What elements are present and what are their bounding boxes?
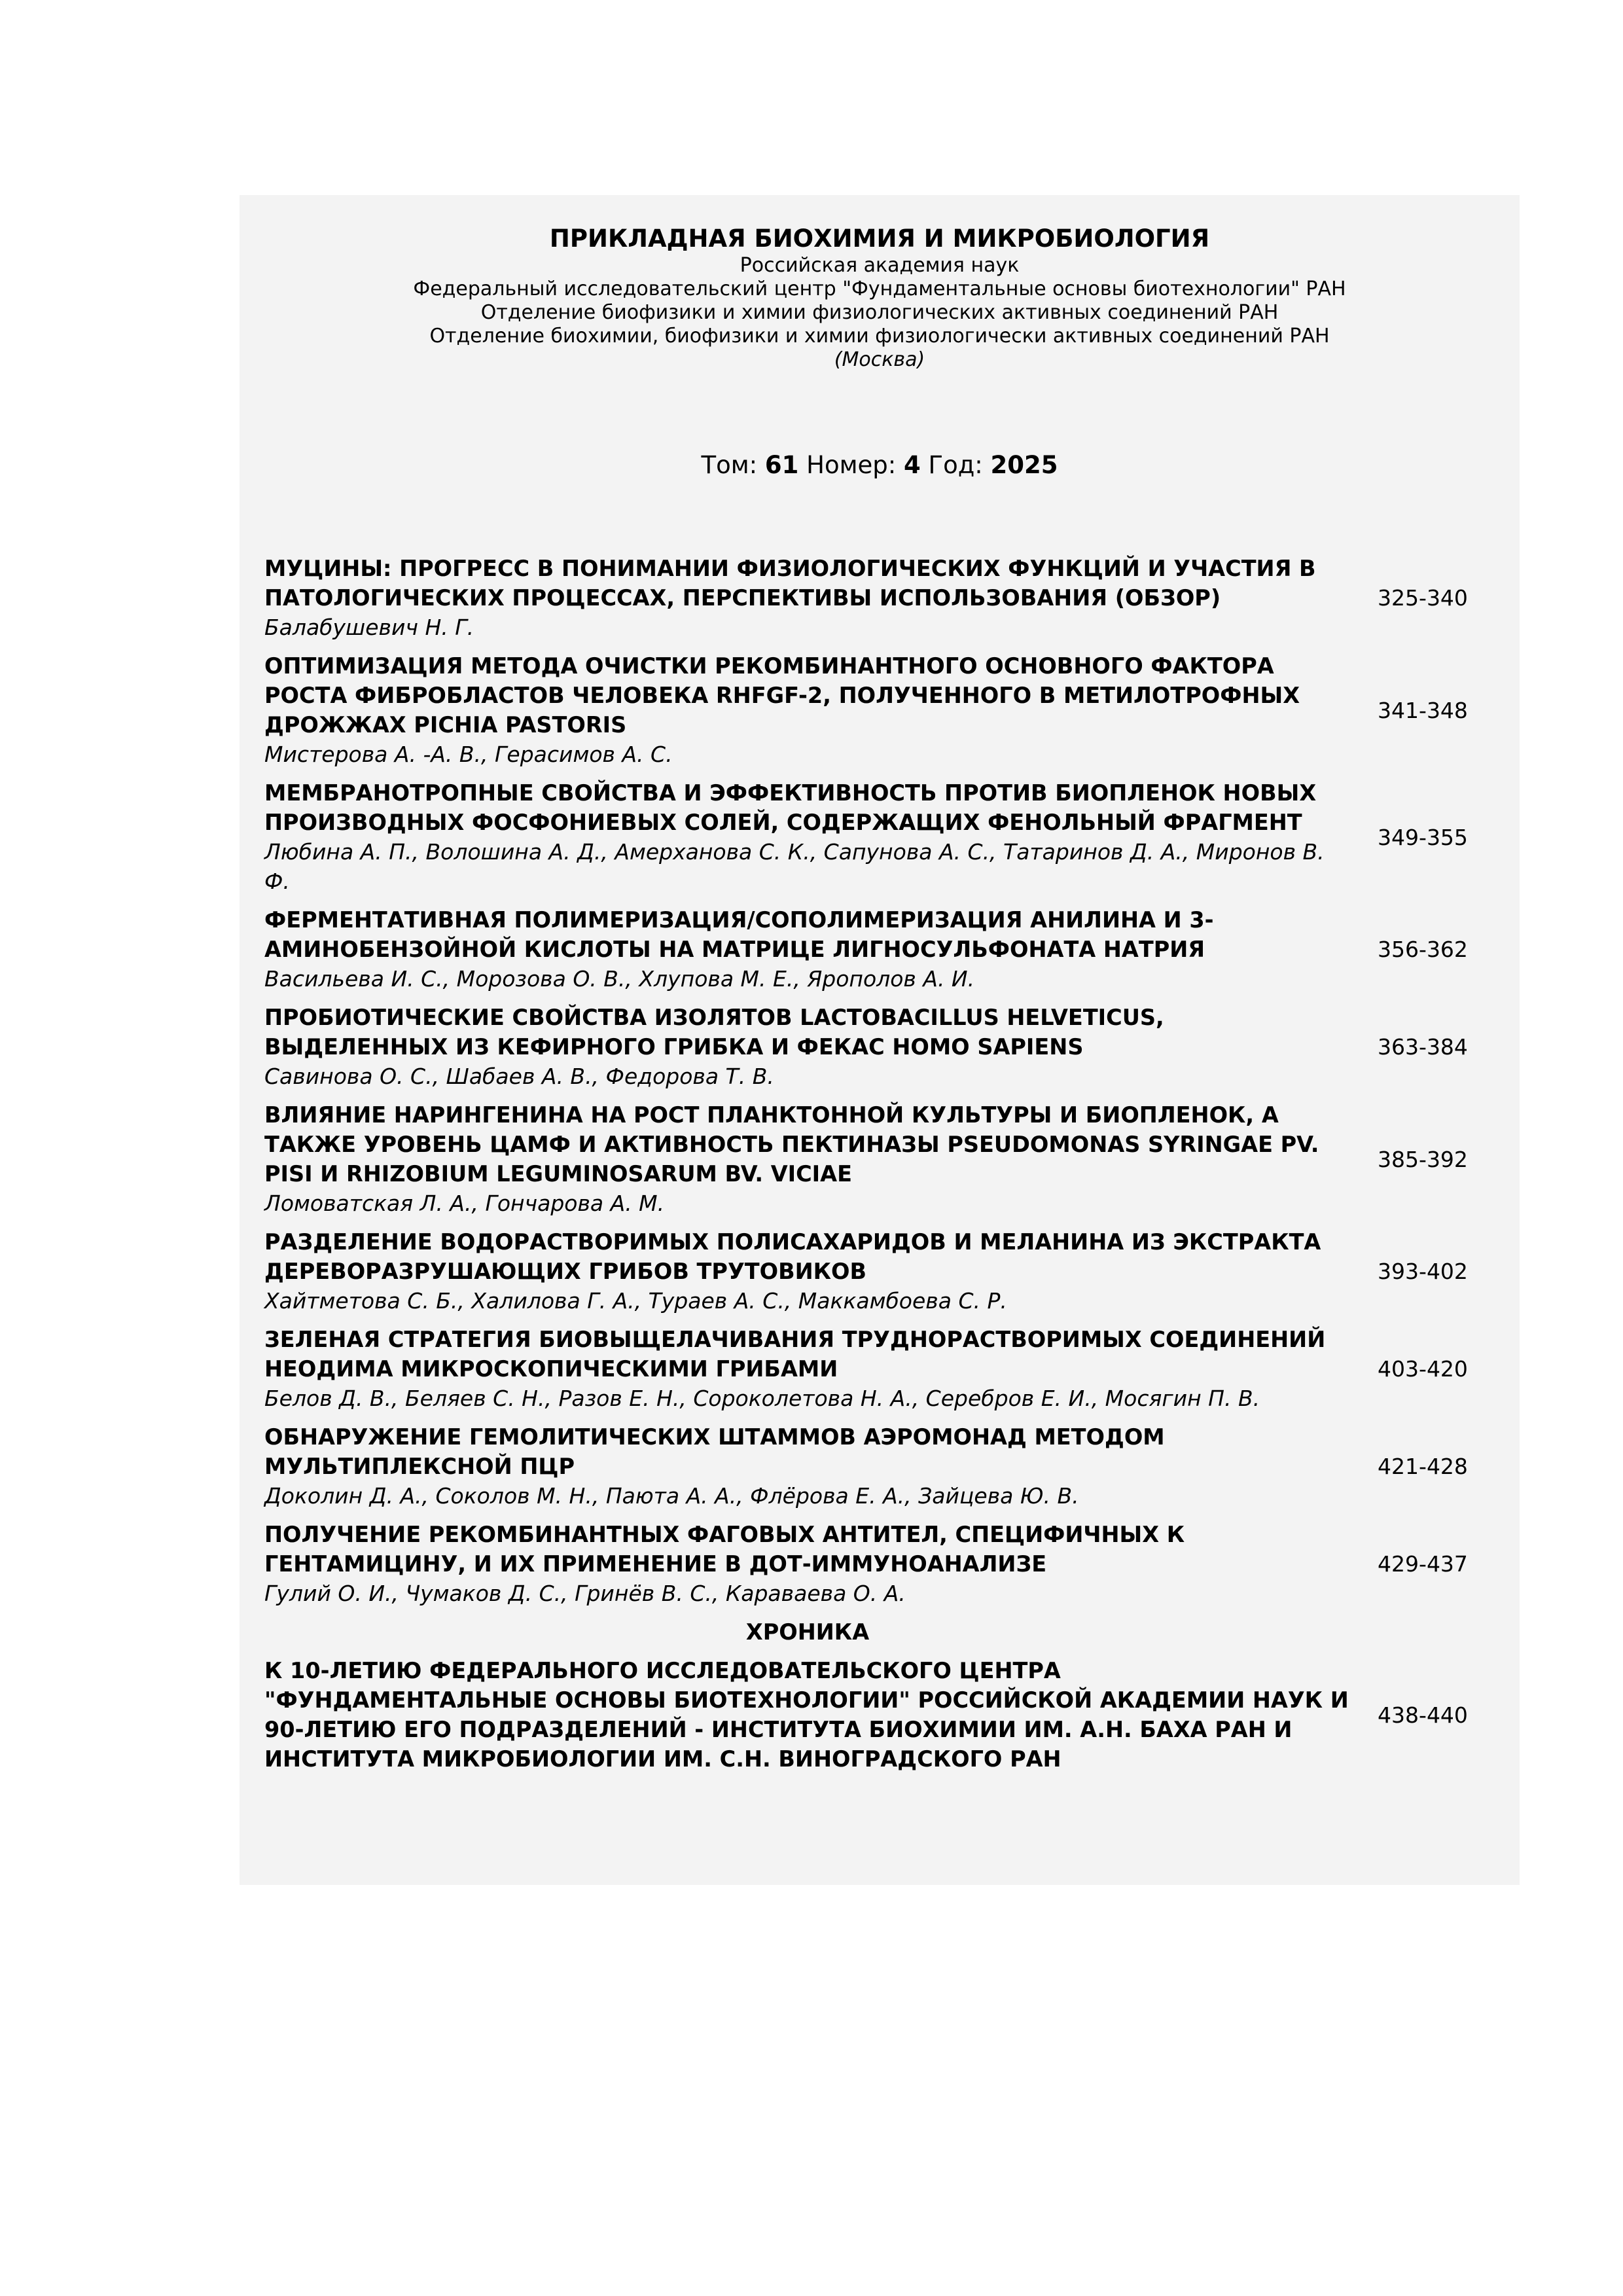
journal-header (240, 224, 1520, 372)
article-title-link[interactable]: РАЗДЕЛЕНИЕ ВОДОРАСТВОРИМЫХ ПОЛИСАХАРИДОВ И МЕЛАНИНА ИЗ ЭКСТРАКТА ДЕРЕВОРАЗРУШАЮЩИХ ГРИБОВ ТРУТОВИКОВ (264, 1229, 1321, 1284)
article-item[interactable] (264, 1003, 1495, 1091)
article-title-link[interactable]: ОБНАРУЖЕНИЕ ГЕМОЛИТИЧЕСКИХ ШТАММОВ АЭРОМОНАД МЕТОДОМ МУЛЬТИПЛЕКСНОЙ ПЦР (264, 1424, 1165, 1479)
article-title-link[interactable]: ЗЕЛЕНАЯ СТРАТЕГИЯ БИОВЫЩЕЛАЧИВАНИЯ ТРУДНОРАСТВОРИМЫХ СОЕДИНЕНИЙ НЕОДИМА МИКРОСКОПИЧЕСКИМИ ГРИБАМИ (264, 1327, 1326, 1382)
article-pages: 393-402 (1378, 1259, 1468, 1284)
section-heading-chronicle: ХРОНИКА (745, 1619, 870, 1645)
article-title-link[interactable]: МУЦИНЫ: ПРОГРЕСС В ПОНИМАНИИ ФИЗИОЛОГИЧЕСКИХ ФУНКЦИЙ И УЧАСТИЯ В ПАТОЛОГИЧЕСКИХ ПРОЦЕССАХ, ПЕРСПЕКТИВЫ ИСПОЛЬЗОВАНИЯ (ОБЗОР) (264, 556, 1316, 611)
issue-info (240, 450, 1520, 480)
article-text (264, 554, 1351, 642)
org-line-academy: Российская академия наук (740, 254, 1020, 277)
article-text (264, 651, 1351, 769)
article-item[interactable] (264, 1422, 1495, 1511)
article-text (264, 1422, 1351, 1511)
article-item[interactable] (264, 1325, 1495, 1413)
article-authors: Доколин Д. А., Соколов М. Н., Паюта А. А., Флёрова Е. А., Зайцева Ю. В. (264, 1483, 1079, 1509)
journal-city: (Москва) (834, 348, 925, 371)
article-text (264, 1100, 1351, 1218)
article-item[interactable] (264, 1520, 1495, 1608)
article-authors: Ломоватская Л. А., Гончарова А. М. (264, 1191, 665, 1216)
article-item[interactable] (264, 651, 1495, 769)
article-authors: Васильева И. С., Морозова О. В., Хлупова М. Е., Ярополов А. И. (264, 966, 975, 992)
org-line-department-biophysics: Отделение биофизики и химии физиологических активных соединений РАН (480, 301, 1279, 324)
article-authors: Гулий О. И., Чумаков Д. С., Гринёв В. С., Караваева О. А. (264, 1581, 906, 1606)
article-text (264, 1656, 1351, 1774)
article-item[interactable] (264, 554, 1495, 642)
article-pages: 403-420 (1378, 1356, 1468, 1382)
year-label: Год: (928, 451, 983, 479)
article-title-link[interactable]: МЕМБРАНОТРОПНЫЕ СВОЙСТВА И ЭФФЕКТИВНОСТЬ ПРОТИВ БИОПЛЕНОК НОВЫХ ПРОИЗВОДНЫХ ФОСФОНИЕВЫХ СОЛЕЙ, СОДЕРЖАЩИХ ФЕНОЛЬНЫЙ ФРАГМЕНТ (264, 780, 1317, 835)
org-line-research-center: Федеральный исследовательский центр "Фундаментальные основы биотехнологии" РАН (413, 278, 1346, 300)
article-pages: 429-437 (1378, 1551, 1468, 1577)
article-item[interactable] (264, 778, 1495, 896)
article-text (264, 905, 1351, 994)
article-pages: 438-440 (1378, 1702, 1468, 1728)
article-title-link[interactable]: ФЕРМЕНТАТИВНАЯ ПОЛИМЕРИЗАЦИЯ/СОПОЛИМЕРИЗАЦИЯ АНИЛИНА И 3-АМИНОБЕНЗОЙНОЙ КИСЛОТЫ НА МАТРИЦЕ ЛИГНОСУЛЬФОНАТА НАТРИЯ (264, 907, 1214, 962)
table-of-contents (264, 554, 1495, 1783)
article-text (264, 1325, 1351, 1413)
article-pages: 385-392 (1378, 1146, 1468, 1172)
article-authors: Белов Д. В., Беляев С. Н., Разов Е. Н., Сороколетова Н. А., Серебров Е. И., Мосягин П. В. (264, 1386, 1260, 1411)
article-text (264, 778, 1351, 896)
article-pages: 421-428 (1378, 1454, 1468, 1479)
volume-value: 61 (764, 451, 799, 479)
issue-panel (240, 195, 1520, 1885)
article-text (264, 1003, 1351, 1091)
article-item[interactable] (264, 1227, 1495, 1316)
article-pages: 356-362 (1378, 937, 1468, 962)
article-title-link[interactable]: ПРОБИОТИЧЕСКИЕ СВОЙСТВА ИЗОЛЯТОВ LACTOBACILLUS HELVETICUS, ВЫДЕЛЕННЫХ ИЗ КЕФИРНОГО ГРИБКА И ФЕКАС HOMO SAPIENS (264, 1005, 1164, 1060)
article-item[interactable] (264, 905, 1495, 994)
article-pages: 341-348 (1378, 697, 1468, 723)
article-item[interactable] (264, 1656, 1495, 1774)
volume-label: Том: (701, 451, 758, 479)
article-item[interactable] (264, 1100, 1495, 1218)
year-value: 2025 (990, 451, 1058, 479)
number-value: 4 (904, 451, 921, 479)
article-pages: 349-355 (1378, 824, 1468, 850)
article-title-link[interactable]: ПОЛУЧЕНИЕ РЕКОМБИНАНТНЫХ ФАГОВЫХ АНТИТЕЛ, СПЕЦИФИЧНЫХ К ГЕНТАМИЦИНУ, И ИХ ПРИМЕНЕНИЕ В ДОТ-ИММУНОАНАЛИЗЕ (264, 1522, 1185, 1577)
article-pages: 363-384 (1378, 1034, 1468, 1060)
journal-title: ПРИКЛАДНАЯ БИОХИМИЯ И МИКРОБИОЛОГИЯ (549, 224, 1210, 253)
article-authors: Савинова О. С., Шабаев А. В., Федорова Т. В. (264, 1064, 774, 1089)
article-title-link[interactable]: ВЛИЯНИЕ НАРИНГЕНИНА НА РОСТ ПЛАНКТОННОЙ КУЛЬТУРЫ И БИОПЛЕНОК, А ТАКЖЕ УРОВЕНЬ ЦАМФ И АКТИВНОСТЬ ПЕКТИНАЗЫ PSEUDOMONAS SYRINGAE PV. PISI И RHIZOBIUM LEGUMINOSARUM BV. VICIAE (264, 1102, 1319, 1187)
article-title-link[interactable]: К 10-ЛЕТИЮ ФЕДЕРАЛЬНОГО ИССЛЕДОВАТЕЛЬСКОГО ЦЕНТРА "ФУНДАМЕНТАЛЬНЫЕ ОСНОВЫ БИОТЕХНОЛОГИИ" РОССИЙСКОЙ АКАДЕМИИ НАУК И 90-ЛЕТИЮ ЕГО ПОДРАЗДЕЛЕНИЙ - ИНСТИТУТА БИОХИМИИ ИМ. А.Н. БАХА РАН И ИНСТИТУТА МИКРОБИОЛОГИИ ИМ. С.Н. ВИНОГРАДСКОГО РАН (264, 1658, 1349, 1772)
org-line-department-biochemistry: Отделение биохимии, биофизики и химии физиологически активных соединений РАН (429, 325, 1330, 348)
article-pages: 325-340 (1378, 585, 1468, 611)
article-authors: Балабушевич Н. Г. (264, 615, 474, 640)
number-label: Номер: (806, 451, 897, 479)
article-authors: Любина А. П., Волошина А. Д., Амерханова С. К., Сапунова А. С., Татаринов Д. А., Миронов В. Ф. (264, 839, 1325, 894)
article-text (264, 1520, 1351, 1608)
article-authors: Хайтметова С. Б., Халилова Г. А., Тураев А. С., Маккамбоева С. Р. (264, 1288, 1007, 1314)
article-text (264, 1227, 1351, 1316)
article-title-link[interactable]: ОПТИМИЗАЦИЯ МЕТОДА ОЧИСТКИ РЕКОМБИНАНТНОГО ОСНОВНОГО ФАКТОРА РОСТА ФИБРОБЛАСТОВ ЧЕЛОВЕКА RHFGF-2, ПОЛУЧЕННОГО В МЕТИЛОТРОФНЫХ ДРОЖЖАХ PICHIA PASTORIS (264, 653, 1300, 738)
article-authors: Мистерова А. -А. В., Герасимов А. С. (264, 742, 673, 767)
